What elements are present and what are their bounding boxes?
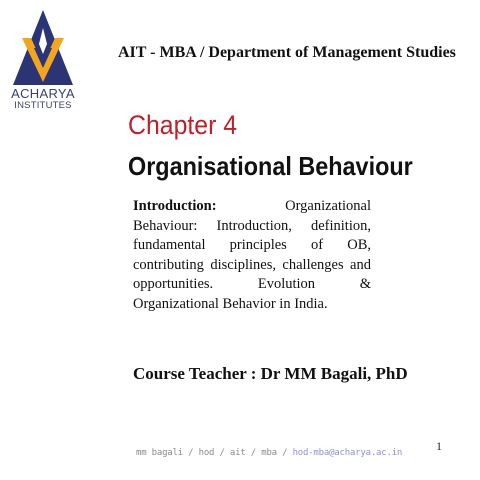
- page-number: 1: [436, 439, 442, 453]
- footer: [136, 448, 402, 458]
- chapter-title: Chapter 4: [128, 110, 238, 140]
- institute-logo: [10, 8, 76, 120]
- logo-text: [10, 88, 76, 112]
- logo-line-2: INSTITUTES: [14, 100, 72, 111]
- acharya-emblem-icon: [10, 8, 76, 86]
- course-teacher: Course Teacher : Dr MM Bagali, PhD: [133, 364, 408, 383]
- logo-line-1: ACHARYA: [11, 86, 75, 101]
- introduction-text: Organizational Behaviour: Introduction, definition, fundamental principles of OB, contributing disciplines, challenges and opportunities. Evolution & Organizational Behavior in India.: [133, 198, 371, 312]
- subject-title: Organisational Behaviour: [128, 151, 413, 181]
- introduction-label: Introduction:: [133, 198, 217, 214]
- department-header: AIT - MBA / Department of Management Studies: [118, 44, 456, 61]
- footer-text: mm bagali / hod / ait / mba /: [136, 448, 293, 458]
- introduction-paragraph: [133, 197, 371, 315]
- footer-email: hod-mba@acharya.ac.in: [292, 448, 403, 458]
